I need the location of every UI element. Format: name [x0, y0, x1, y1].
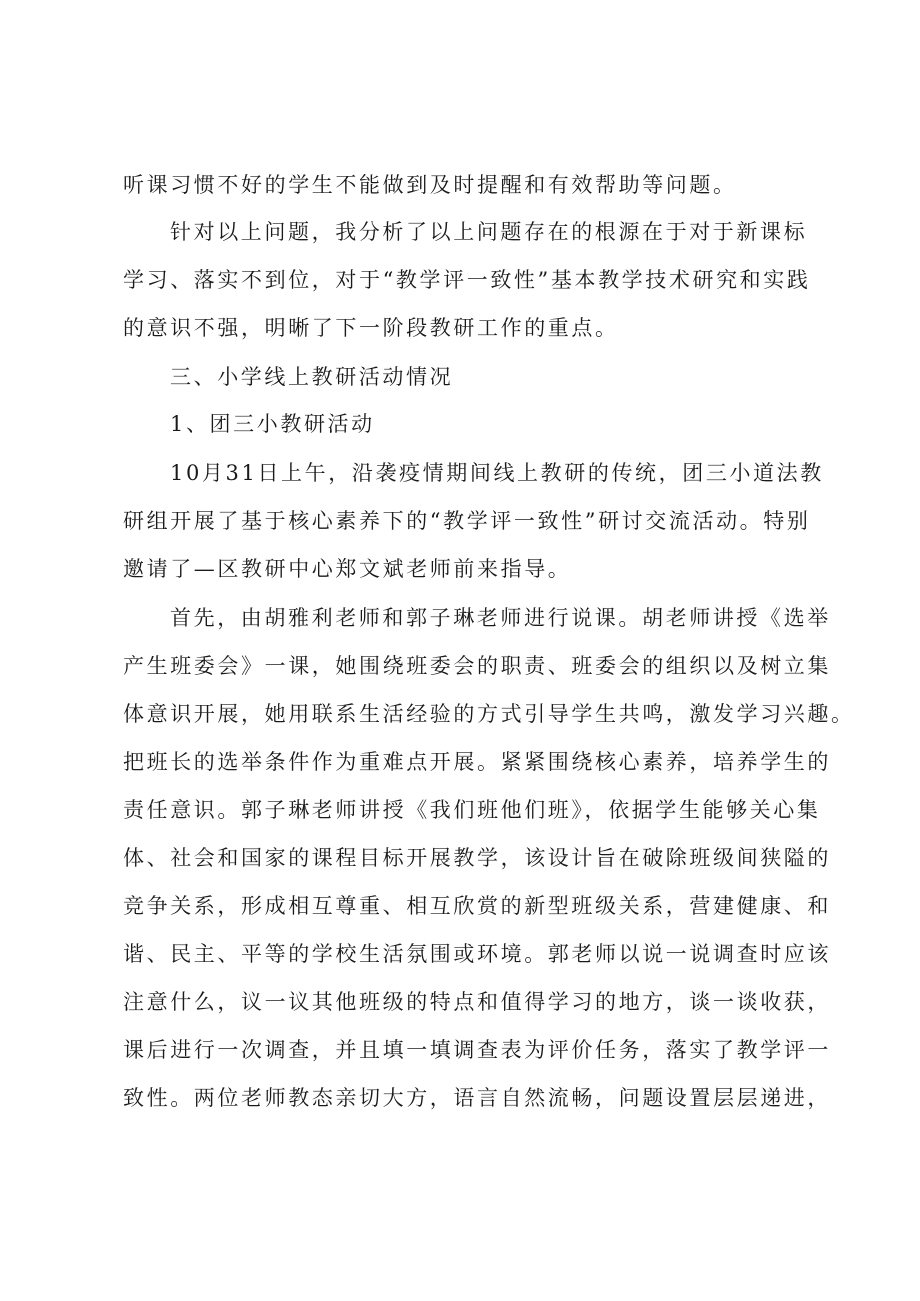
text-line: 把班长的选举条件作为重难点开展。紧紧围绕核心素养，培养学生的 [123, 750, 831, 774]
text-line: 致性。两位老师教态亲切大方，语言自然流畅，问题设置层层递进， [123, 1086, 831, 1110]
text-line: 体、社会和国家的课程目标开展教学，该设计旨在破除班级间狭隘的 [123, 846, 831, 870]
text-line: 听课习惯不好的学生不能做到及时提醒和有效帮助等问题。 [123, 173, 737, 197]
text-line: 体意识开展，她用联系生活经验的方式引导学生共鸣，激发学习兴趣。 [123, 702, 855, 726]
paragraph-start-line: 针对以上问题，我分析了以上问题存在的根源在于对于新课标 [170, 220, 808, 244]
text-line: 学习、落实不到位，对于“教学评一致性”基本教学技术研究和实践 [123, 268, 811, 292]
section-heading: 三、小学线上教研活动情况 [170, 365, 454, 389]
text-line: 责任意识。郭子琳老师讲授《我们班他们班》，依据学生能够关心集 [123, 798, 821, 822]
paragraph-start-line: 首先，由胡雅利老师和郭子琳老师进行说课。胡老师讲授《选举 [170, 606, 831, 630]
text-line: 竞争关系，形成相互尊重、相互欣赏的新型班级关系，营建健康、和 [123, 894, 831, 918]
text-line: 课后进行一次调查，并且填一填调查表为评价任务，落实了教学评一 [123, 1038, 831, 1062]
subsection-heading: 1、团三小教研活动 [170, 412, 375, 436]
text-line: 注意什么，议一议其他班级的特点和值得学习的地方，谈一谈收获， [123, 990, 831, 1014]
text-line: 谐、民主、平等的学校生活氛围或环境。郭老师以说一说调查时应该 [123, 942, 831, 966]
text-line: 研组开展了基于核心素养下的“教学评一致性”研讨交流活动。特别 [123, 509, 811, 533]
text-line: 产生班委会》一课，她围绕班委会的职责、班委会的组织以及树立集 [123, 654, 831, 678]
text-line: 的意识不强，明晰了下一阶段教研工作的重点。 [123, 316, 619, 340]
paragraph-start-line: 10月31日上午，沿袭疫情期间线上教研的传统，团三小道法教 [170, 461, 824, 485]
text-line: 邀请了—区教研中心郑文斌老师前来指导。 [123, 557, 572, 581]
